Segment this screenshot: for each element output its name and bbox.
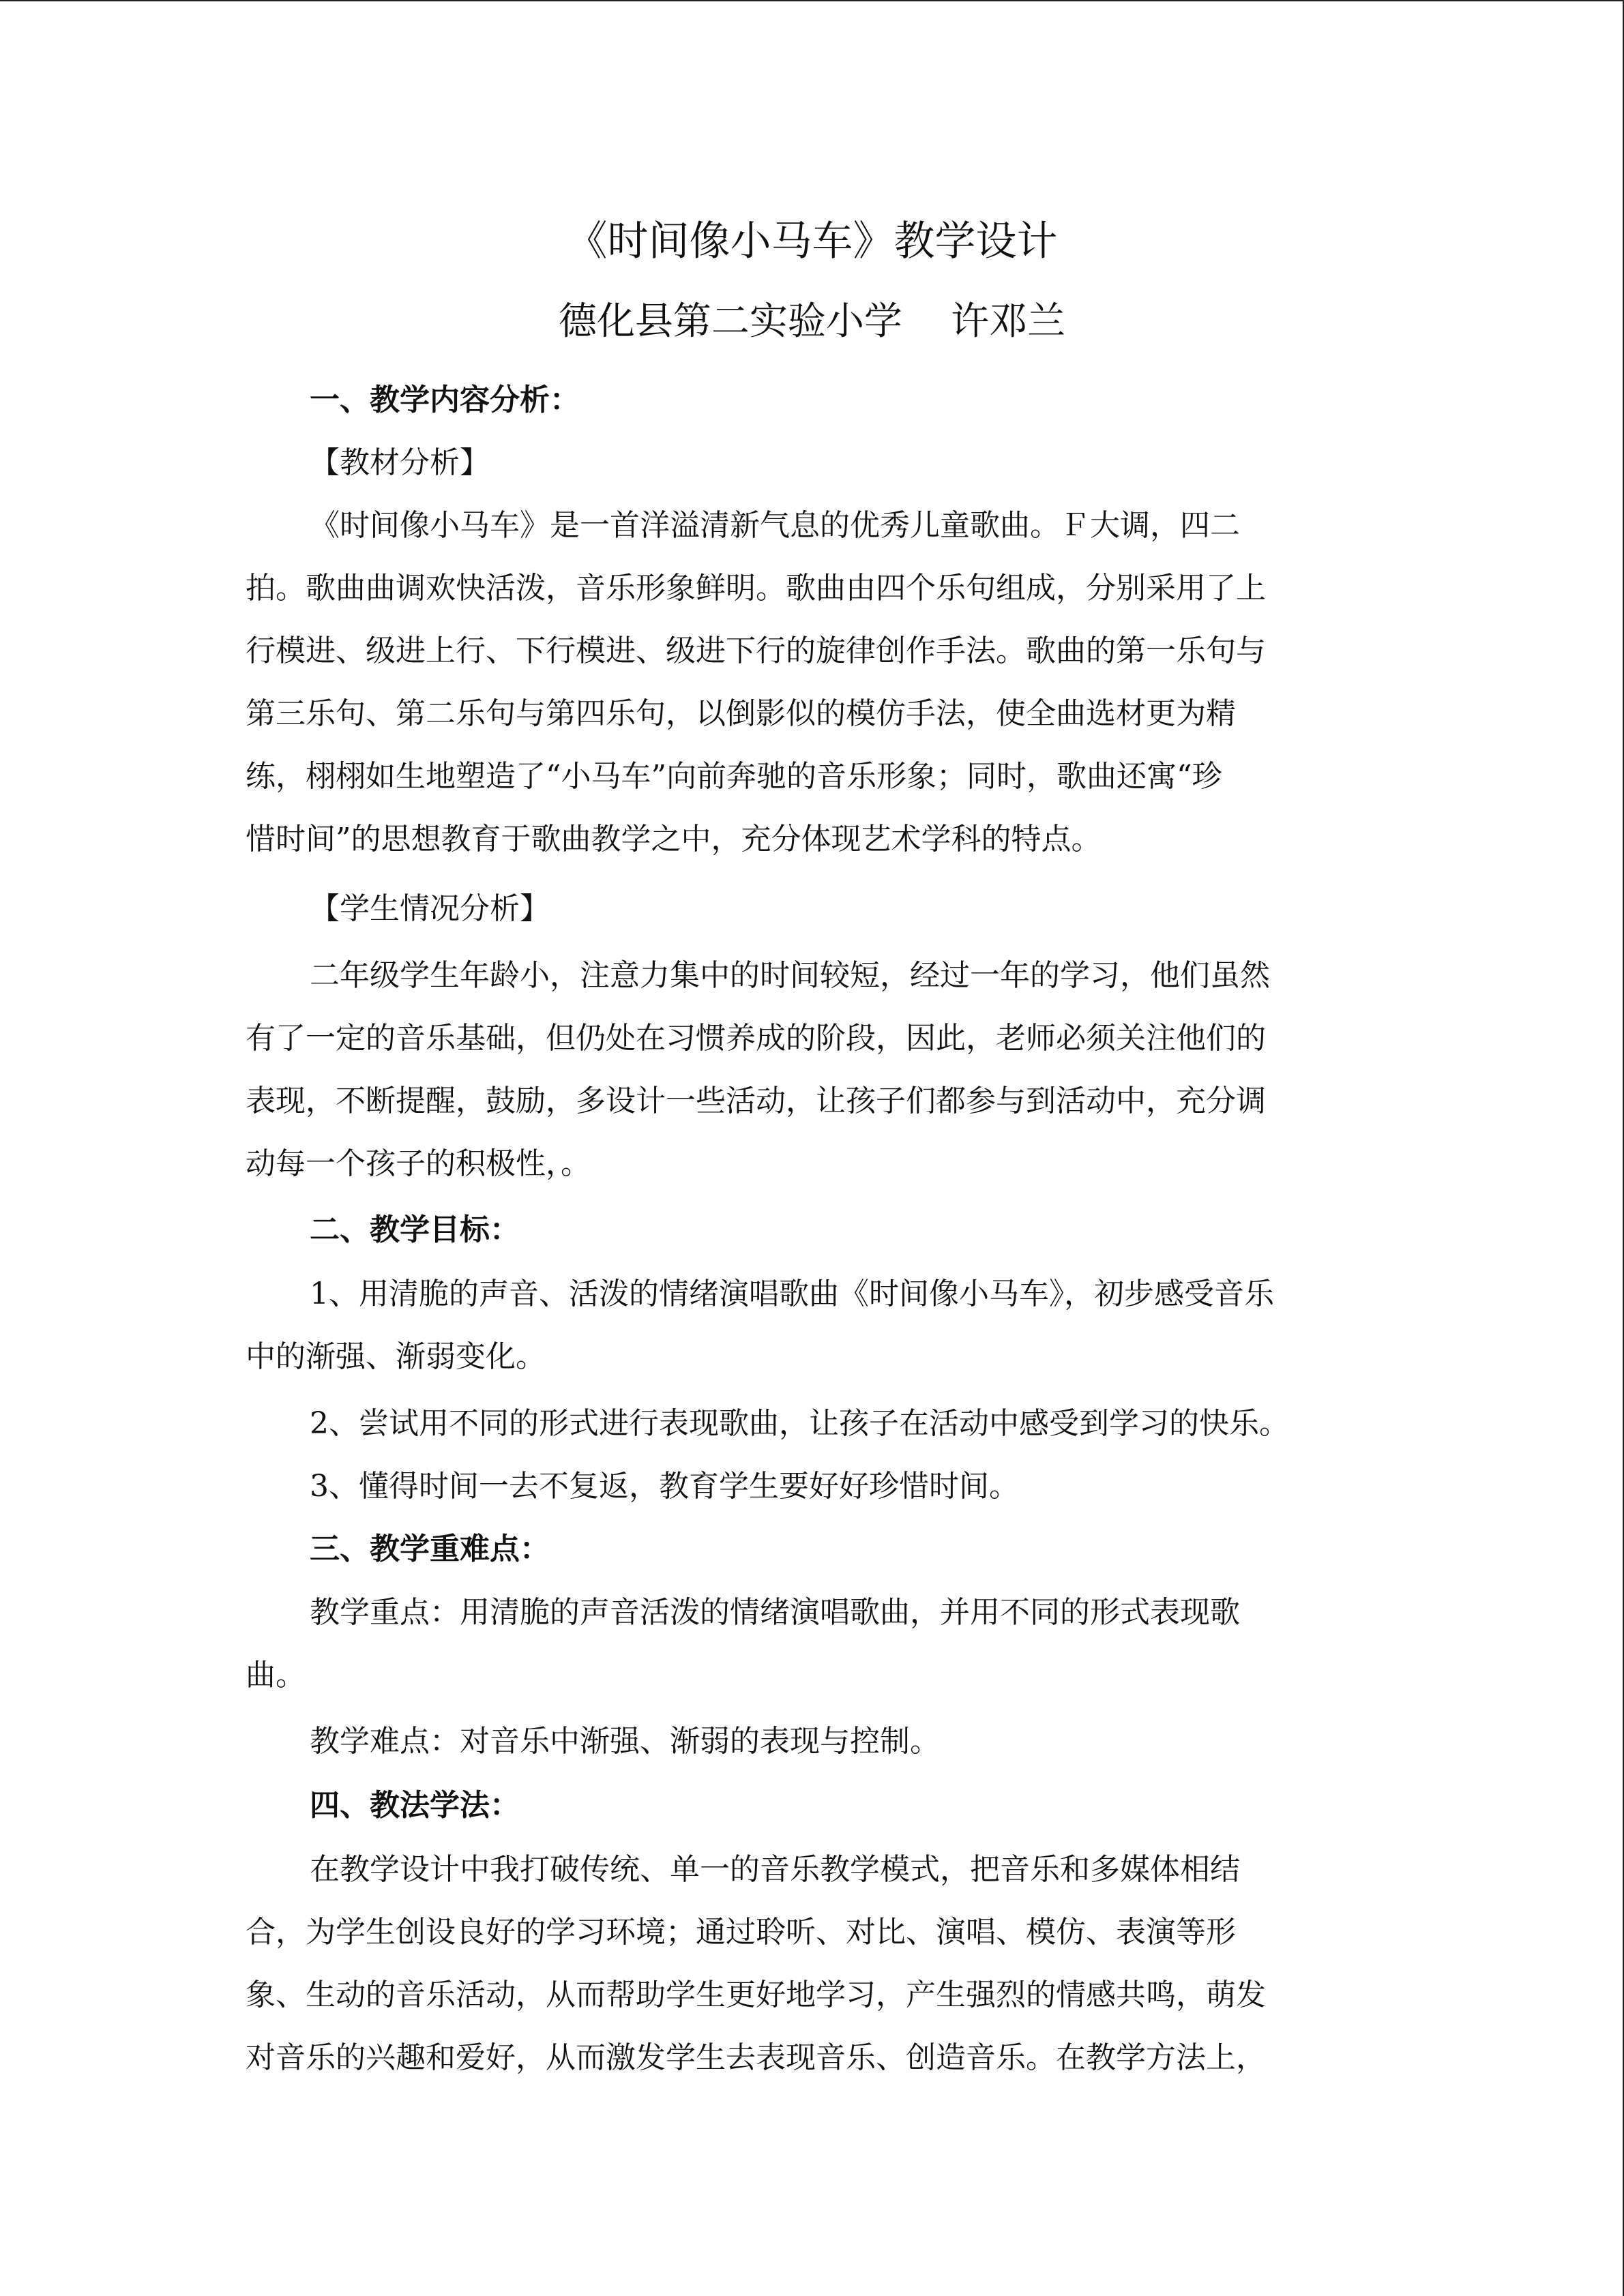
paragraph-line: 1、用清脆的声音、活泼的情绪演唱歌曲《时间像小马车》，初步感受音乐 [310, 1277, 1274, 1311]
paragraph-line: 有了一定的音乐基础，但仍处在习惯养成的阶段，因此，老师必须关注他们的 [246, 1021, 1266, 1056]
paragraph-line: 2、尝试用不同的形式进行表现歌曲，让孩子在活动中感受到学习的快乐。 [310, 1406, 1289, 1441]
paragraph-line: 教学难点：对音乐中渐强、渐弱的表现与控制。 [310, 1724, 940, 1759]
paragraph-line: 行模进、级进上行、下行模进、级进下行的旋律创作手法。歌曲的第一乐句与 [246, 633, 1266, 668]
section-heading: 三、教学重难点： [310, 1532, 550, 1566]
paragraph-line: 第三乐句、第二乐句与第四乐句，以倒影似的模仿手法，使全曲选材更为精 [246, 696, 1236, 731]
subsection-heading: 【学生情况分析】 [310, 891, 550, 926]
paragraph-line: 拍。歌曲曲调欢快活泼，音乐形象鲜明。歌曲由四个乐句组成，分别采用了上 [246, 571, 1266, 606]
paragraph-line: 合，为学生创设良好的学习环境；通过聆听、对比、演唱、模仿、表演等形 [246, 1915, 1236, 1950]
paragraph-line: 3、懂得时间一去不复返，教育学生要好好珍惜时间。 [310, 1469, 1019, 1504]
paragraph-line: 在教学设计中我打破传统、单一的音乐教学模式，把音乐和多媒体相结 [310, 1852, 1240, 1887]
paragraph-line: 教学重点：用清脆的声音活泼的情绪演唱歌曲，并用不同的形式表现歌 [310, 1595, 1240, 1630]
document-subtitle: 德化县第二实验小学 许邓兰 [558, 299, 1066, 344]
document-title: 《时间像小马车》教学设计 [566, 218, 1058, 265]
paragraph-line: 中的渐强、渐弱变化。 [246, 1339, 546, 1374]
paragraph-line: 表现，不断提醒，鼓励，多设计一些活动，让孩子们都参与到活动中，充分调 [246, 1084, 1266, 1118]
section-heading: 一、教学内容分析： [310, 383, 580, 417]
subsection-heading: 【教材分析】 [310, 445, 490, 480]
paragraph-line: 《时间像小马车》是一首洋溢清新气息的优秀儿童歌曲。Ｆ大调，四二 [310, 508, 1240, 543]
paragraph-line: 象、生动的音乐活动，从而帮助学生更好地学习，产生强烈的情感共鸣，萌发 [246, 1978, 1266, 2012]
section-heading: 四、教法学法： [310, 1788, 520, 1823]
section-heading: 二、教学目标： [310, 1212, 520, 1247]
paragraph-line: 惜时间”的思想教育于歌曲教学之中，充分体现艺术学科的特点。 [246, 822, 1102, 856]
paragraph-line: 练，栩栩如生地塑造了“小马车”向前奔驰的音乐形象；同时，歌曲还寓“珍 [246, 759, 1222, 794]
paragraph-line: 曲。 [246, 1658, 306, 1693]
paragraph-line: 对音乐的兴趣和爱好，从而激发学生去表现音乐、创造音乐。在教学方法上， [246, 2040, 1266, 2075]
paragraph-line: 动每一个孩子的积极性，。 [246, 1146, 591, 1181]
paragraph-line: 二年级学生年龄小，注意力集中的时间较短，经过一年的学习，他们虽然 [310, 958, 1270, 993]
